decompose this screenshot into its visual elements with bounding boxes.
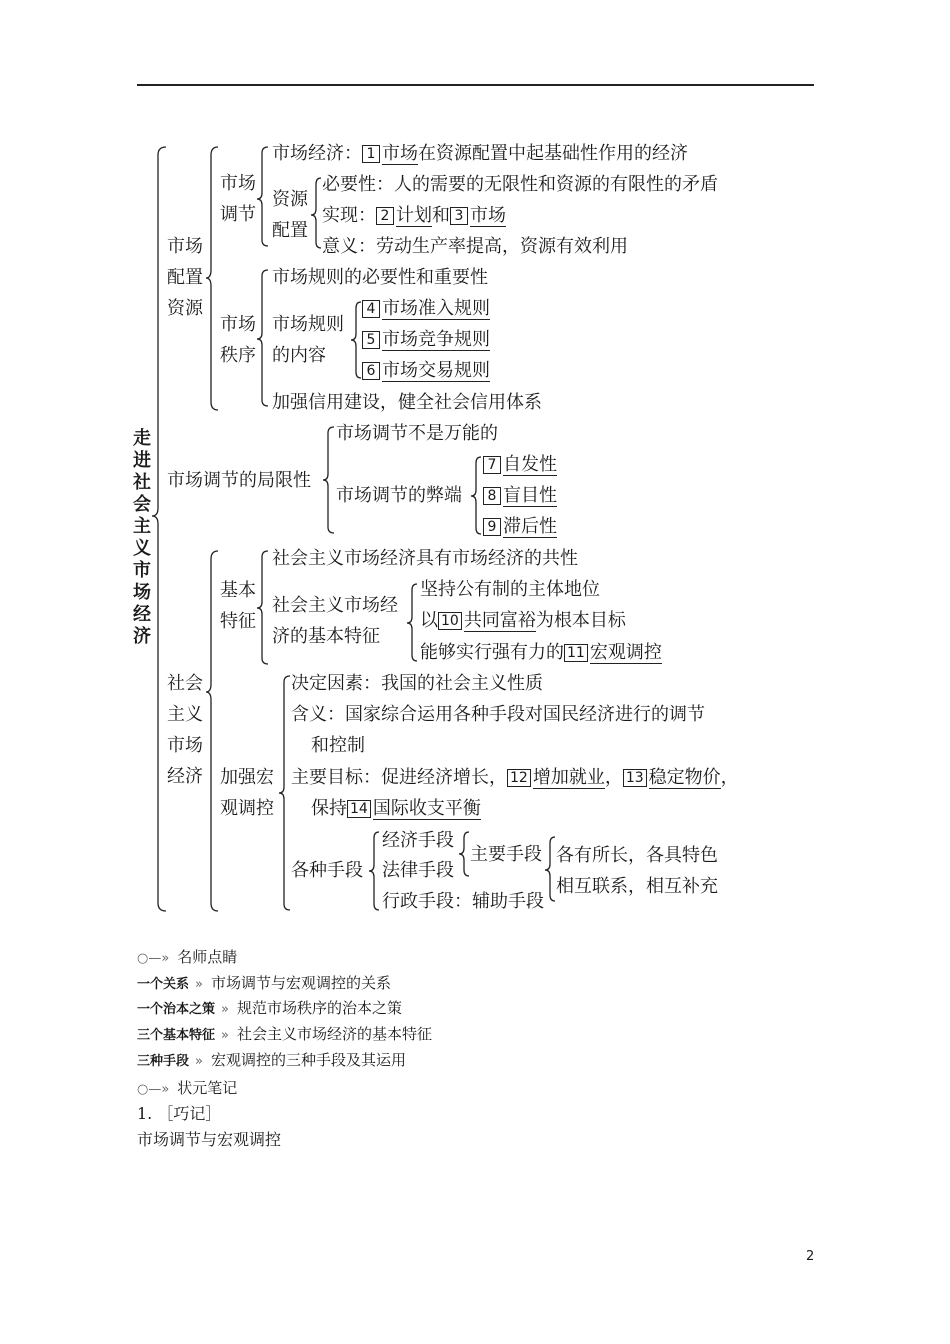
row-char-1: 各有所长，各具特色	[556, 845, 718, 866]
row-credit: 加强信用建设，健全社会信用体系	[272, 392, 542, 413]
row-factor: 决定因素：我国的社会主义性质	[291, 673, 543, 694]
row-goal-cont	[311, 798, 481, 820]
row-drawback-7	[483, 454, 557, 476]
goal-comma-2: ，	[720, 767, 739, 788]
brace-s2	[323, 427, 334, 533]
tip-item	[137, 998, 402, 1020]
row-admin-means: 行政手段：辅助手段	[382, 891, 544, 912]
page-number: 2	[806, 1249, 815, 1264]
blank-5-answer: 市场竞争规则	[382, 329, 490, 350]
brace-means	[369, 832, 379, 910]
blank-1-number: 1	[362, 145, 380, 163]
blank-2-answer: 计划	[396, 205, 432, 226]
blank-7-number: 7	[483, 456, 501, 474]
blank-9-answer: 滞后性	[503, 516, 557, 537]
brace-main-means	[459, 832, 469, 876]
alloc-title: 资源配置	[272, 189, 308, 241]
brace-s1	[206, 147, 218, 410]
row-feature-1: 坚持公有制的主体地位	[420, 579, 600, 600]
arrow-icon: ○—»	[137, 951, 170, 966]
notes-heading-text: 状元笔记	[177, 1079, 238, 1097]
row-econ-means: 经济手段	[382, 830, 454, 851]
brace-drawbacks	[471, 457, 481, 534]
notes-heading	[137, 1078, 237, 1100]
brace-alloc	[311, 178, 321, 248]
blank-14-number: 14	[347, 800, 371, 818]
row-rule-4	[362, 298, 490, 320]
arrow-icon: ○—»	[137, 1082, 170, 1097]
row-feature-3	[420, 642, 662, 664]
brace-s3	[206, 551, 218, 911]
main-means: 主要手段	[470, 844, 542, 865]
blank-3-answer: 市场	[470, 205, 506, 226]
and-text: 和	[432, 205, 450, 226]
blank-8-answer: 盲目性	[503, 485, 557, 506]
tip-text: 规范市场秩序的治本之策	[236, 999, 402, 1017]
s1-title: 市场配置资源	[167, 236, 203, 319]
row-drawbacks: 市场调节的弊端	[336, 485, 462, 506]
row-rule-6	[362, 360, 490, 382]
blank-10-number: 10	[438, 612, 462, 630]
regulate-title: 市场调节	[220, 173, 256, 225]
blank-9-number: 9	[483, 518, 501, 536]
blank-6-number: 6	[362, 362, 380, 380]
tip-label: 一个治本之策	[137, 1002, 216, 1017]
f3-pre: 能够实行强有力的	[420, 642, 564, 663]
tip-text: 宏观调控的三种手段及其运用	[210, 1051, 406, 1069]
blank-3-number: 3	[450, 207, 468, 225]
tip-item	[137, 973, 391, 995]
outline-title: 走进社会主义市场经济	[133, 428, 151, 647]
row-importance: 市场规则的必要性和重要性	[272, 267, 488, 288]
realize-label: 实现：	[322, 205, 376, 226]
blank-7-answer: 自发性	[503, 454, 557, 475]
double-chevron-icon: »	[221, 1028, 229, 1043]
basic-title: 社会主义市场经济的基本特征	[272, 595, 398, 647]
row-drawback-9	[483, 516, 557, 538]
tips-heading-text: 名师点睛	[177, 948, 238, 966]
goal-comma: ，	[604, 767, 623, 788]
blank-13-number: 13	[623, 769, 647, 787]
row-goal	[291, 767, 739, 789]
tip-text: 市场调节与宏观调控的关系	[210, 974, 391, 992]
double-chevron-icon: »	[221, 1002, 229, 1017]
row-meaning: 意义：劳动生产率提高，资源有效利用	[322, 236, 628, 257]
s3-title: 社会主义市场经济	[167, 673, 203, 787]
s2-title: 市场调节的局限性	[167, 470, 311, 491]
row-macro-meaning-cont: 和控制	[311, 735, 365, 756]
goal-pre: 主要目标：促进经济增长，	[291, 767, 507, 788]
row-feature-2	[420, 610, 626, 632]
blank-11-answer: 宏观调控	[589, 642, 662, 663]
econ-rest: 在资源配置中起基础性作用的经济	[418, 143, 688, 164]
blank-1-answer: 市场	[382, 143, 418, 164]
row-common: 社会主义市场经济具有市场经济的共性	[272, 548, 578, 569]
blank-12-answer: 增加就业	[532, 767, 605, 788]
brace-macro	[279, 676, 290, 910]
blank-13-answer: 稳定物价	[648, 767, 721, 788]
blank-6-answer: 市场交易规则	[382, 360, 490, 381]
goal2-pre: 保持	[311, 798, 347, 819]
row-macro-meaning: 含义：国家综合运用各种手段对国民经济进行的调节	[291, 704, 705, 725]
f2-pre: 以	[420, 610, 438, 631]
blank-2-number: 2	[376, 207, 394, 225]
double-chevron-icon: »	[195, 1054, 203, 1069]
blank-12-number: 12	[507, 769, 531, 787]
blank-4-number: 4	[362, 300, 380, 318]
row-market-economy	[272, 143, 688, 165]
tip-text: 社会主义市场经济的基本特征	[236, 1025, 432, 1043]
row-not-omnipotent: 市场调节不是万能的	[336, 423, 498, 444]
memo-title: 市场调节与宏观调控	[137, 1130, 282, 1149]
row-rule-5	[362, 329, 490, 351]
features-title: 基本特征	[220, 580, 256, 632]
econ-label: 市场经济：	[272, 143, 362, 164]
order-title: 市场秩序	[220, 314, 256, 366]
macro-title: 加强宏观调控	[220, 767, 274, 819]
brace-rules	[351, 302, 361, 378]
tip-label: 一个关系	[137, 977, 190, 992]
tip-label: 三种手段	[137, 1054, 190, 1069]
blank-10-answer: 共同富裕	[463, 610, 536, 631]
row-char-2: 相互联系，相互补充	[556, 876, 718, 897]
row-realize	[322, 205, 506, 227]
brace-chars	[545, 837, 555, 901]
means-title: 各种手段	[291, 860, 363, 881]
tip-label: 三个基本特征	[137, 1028, 216, 1043]
blank-11-number: 11	[564, 644, 588, 662]
double-chevron-icon: »	[195, 977, 203, 992]
tip-item	[137, 1050, 406, 1072]
blank-14-answer: 国际收支平衡	[372, 798, 481, 819]
memo-line: 1. ［巧记］	[137, 1104, 222, 1123]
blank-5-number: 5	[362, 331, 380, 349]
blank-8-number: 8	[483, 487, 501, 505]
row-drawback-8	[483, 485, 557, 507]
row-law-means: 法律手段	[382, 860, 454, 881]
f2-post: 为根本目标	[535, 610, 626, 631]
tips-heading	[137, 947, 237, 969]
row-necessity: 必要性：人的需要的无限性和资源的有限性的矛盾	[322, 174, 718, 195]
blank-4-answer: 市场准入规则	[382, 298, 490, 319]
tip-item	[137, 1024, 432, 1046]
rules-title: 市场规则的内容	[272, 314, 344, 366]
